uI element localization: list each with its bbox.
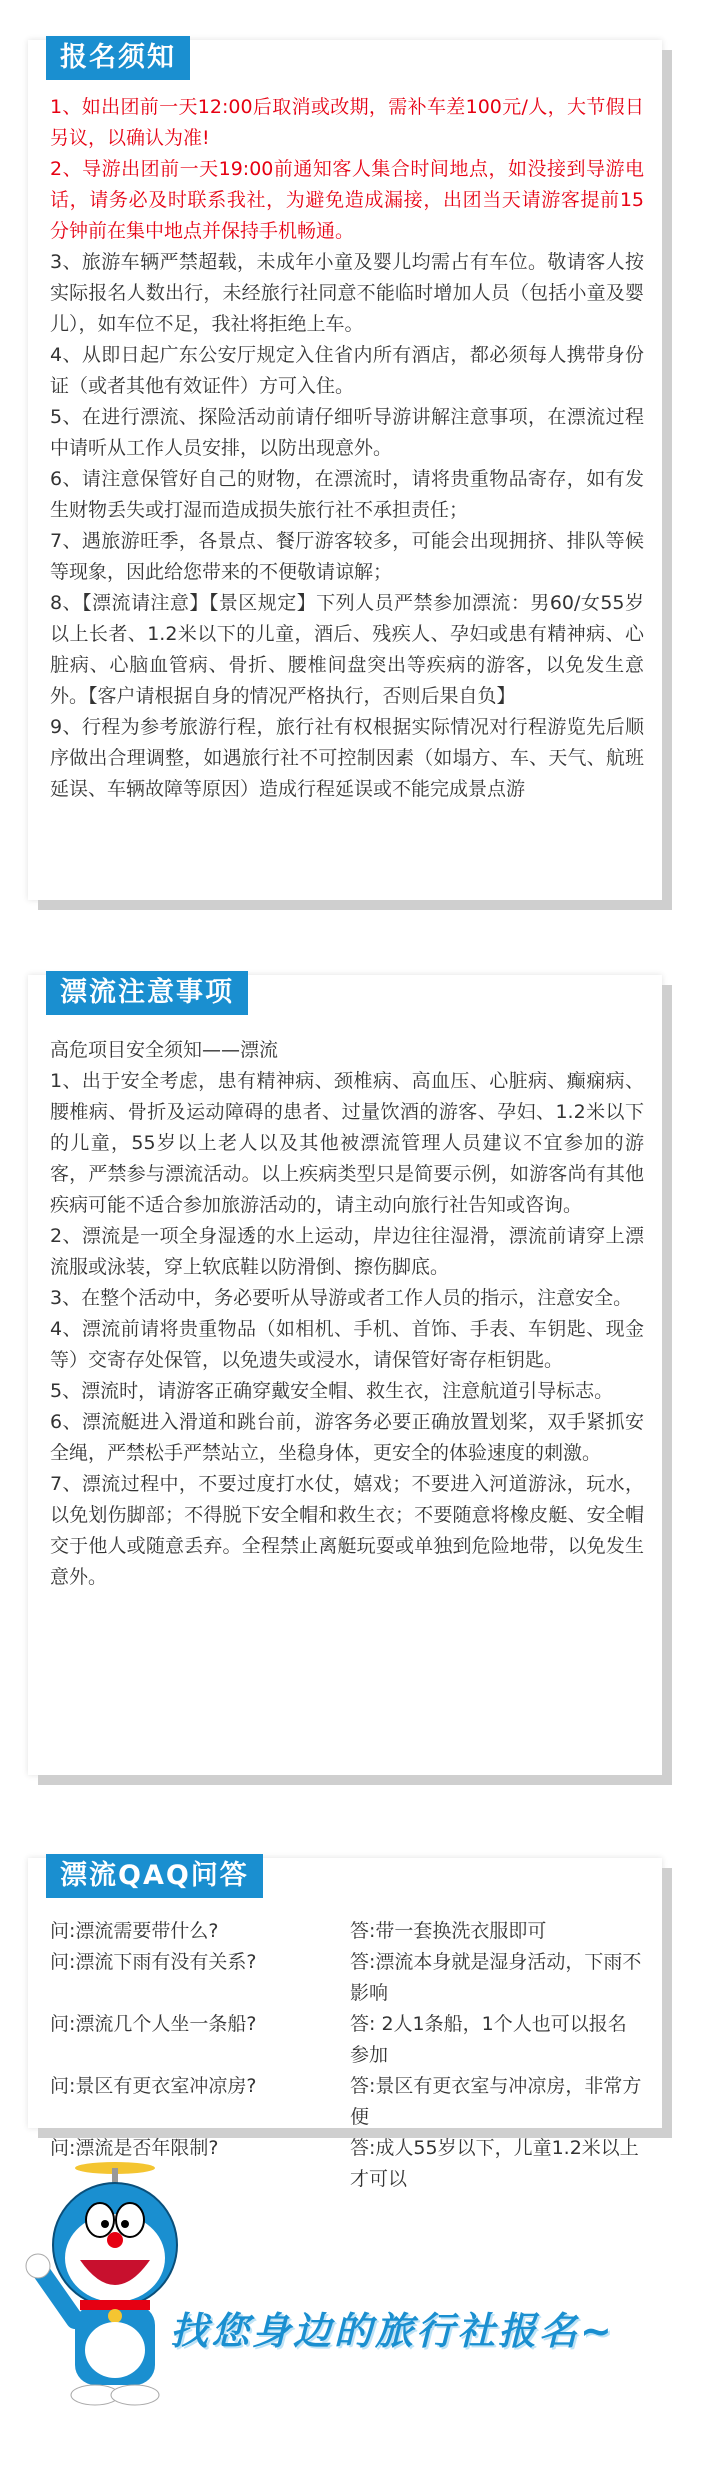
qa-row [50, 1916, 644, 1947]
qa-answer: 答:漂流本身就是湿身活动，下雨不影响 [350, 1951, 642, 2004]
notice-paragraph: 8、【漂流请注意】【景区规定】下列人员严禁参加漂流：男60/女55岁以上长者、1.2米以下的儿童，酒后、残疾人、孕妇或患有精神病、心脏病、心脑血管病、骨折、腰椎间盘突出等疾病的游客，以免发生意外。【客户请根据自身的情况严格执行，否则后果自负】 [50, 592, 644, 707]
rafting-notes-paragraph: 1、出于安全考虑，患有精神病、颈椎病、高血压、心脏病、癫痫病、腰椎病、骨折及运动障碍的患者、过量饮酒的游客、孕妇、1.2米以下的儿童，55岁以上老人以及其他被漂流管理人员建议不宜参加的游客，严禁参与漂流活动。以上疾病类型只是简要示例，如游客尚有其他疾病可能不适合参加旅游活动的，请主动向旅行社告知或咨询。 [50, 1070, 644, 1216]
qa-title: 漂流QAQ问答 [46, 1854, 263, 1898]
qa-question: 问:漂流是否年限制? [50, 2137, 219, 2159]
rafting-notes-paragraph: 5、漂流时，请游客正确穿戴安全帽、救生衣，注意航道引导标志。 [50, 1380, 614, 1402]
qa-answer: 答:成人55岁以下，儿童1.2米以上才可以 [350, 2137, 639, 2190]
notice-body [50, 92, 644, 805]
qa-question: 问:漂流几个人坐一条船? [50, 2013, 257, 2035]
slogan: 找您身边的旅行社报名~ [170, 2309, 615, 2353]
notice-paragraph: 3、旅游车辆严禁超载，未成年小童及婴儿均需占有车位。敬请客人按实际报名人数出行，未经旅行社同意不能临时增加人员（包括小童及婴儿），如车位不足，我社将拒绝上车。 [50, 251, 644, 335]
notice-paragraph: 2、导游出团前一天19:00前通知客人集合时间地点，如没接到导游电话，请务必及时联系我社，为避免造成漏接，出团当天请游客提前15分钟前在集中地点并保持手机畅通。 [50, 158, 644, 242]
rafting-notes-paragraph: 3、在整个活动中，务必要听从导游或者工作人员的指示，注意安全。 [50, 1287, 633, 1309]
qa-answer: 答:景区有更衣室与冲凉房，非常方便 [350, 2075, 642, 2128]
notice-paragraph: 5、在进行漂流、探险活动前请仔细听导游讲解注意事项，在漂流过程中请听从工作人员安排，以防出现意外。 [50, 406, 644, 459]
notice-paragraph: 7、遇旅游旺季，各景点、餐厅游客较多，可能会出现拥挤、排队等候等现象，因此给您带来的不便敬请谅解； [50, 530, 644, 583]
qa-answer: 答:带一套换洗衣服即可 [350, 1920, 547, 1942]
rafting-notes-title: 漂流注意事项 [46, 971, 248, 1015]
qa-row [50, 2071, 644, 2133]
qa-question: 问:漂流需要带什么? [50, 1920, 219, 1942]
notice-paragraph: 6、请注意保管好自己的财物，在漂流时，请将贵重物品寄存，如有发生财物丢失或打湿而造成损失旅行社不承担责任； [50, 468, 644, 521]
rafting-notes-paragraph: 2、漂流是一项全身湿透的水上运动，岸边往往湿滑，漂流前请穿上漂流服或泳装，穿上软底鞋以防滑倒、擦伤脚底。 [50, 1225, 644, 1278]
rafting-notes-card [28, 975, 662, 1775]
notice-paragraph: 9、行程为参考旅游行程，旅行社有权根据实际情况对行程游览先后顺序做出合理调整，如遇旅行社不可控制因素（如塌方、车、天气、航班延误、车辆故障等原因）造成行程延误或不能完成景点游 [50, 716, 644, 800]
rafting-notes-paragraph: 6、漂流艇进入滑道和跳台前，游客务必要正确放置划桨，双手紧抓安全绳，严禁松手严禁站立，坐稳身体，更安全的体验速度的刺激。 [50, 1411, 644, 1464]
notice-paragraph: 1、如出团前一天12:00后取消或改期，需补车差100元/人，大节假日另议，以确认为准! [50, 96, 644, 149]
footer [0, 2150, 702, 2469]
notice-title: 报名须知 [46, 36, 190, 80]
qa-question: 问:景区有更衣室冲凉房? [50, 2075, 257, 2097]
qa-question: 问:漂流下雨有没有关系? [50, 1951, 257, 1973]
notice-card [28, 40, 662, 900]
qa-card [28, 1858, 662, 2190]
qa-answer: 答: 2人1条船，1个人也可以报名参加 [350, 2013, 627, 2066]
rafting-notes-paragraph: 4、漂流前请将贵重物品（如相机、手机、首饰、手表、车钥匙、现金等）交寄存处保管，以免遗失或浸水，请保管好寄存柜钥匙。 [50, 1318, 644, 1371]
notice-paragraph: 4、从即日起广东公安厅规定入住省内所有酒店，都必须每人携带身份证（或者其他有效证件）方可入住。 [50, 344, 644, 397]
rafting-notes-subtitle: 高危项目安全须知——漂流 [50, 1039, 279, 1061]
qa-row [50, 2009, 644, 2071]
rafting-notes-paragraph: 7、漂流过程中，不要过度打水仗，嬉戏；不要进入河道游泳，玩水，以免划伤脚部；不得脱下安全帽和救生衣；不要随意将橡皮艇、安全帽交于他人或随意丢弃。全程禁止离艇玩耍或单独到危险地带，以免发生意外。 [50, 1473, 644, 1588]
rafting-notes-body [50, 1035, 644, 1593]
qa-row [50, 1947, 644, 2009]
